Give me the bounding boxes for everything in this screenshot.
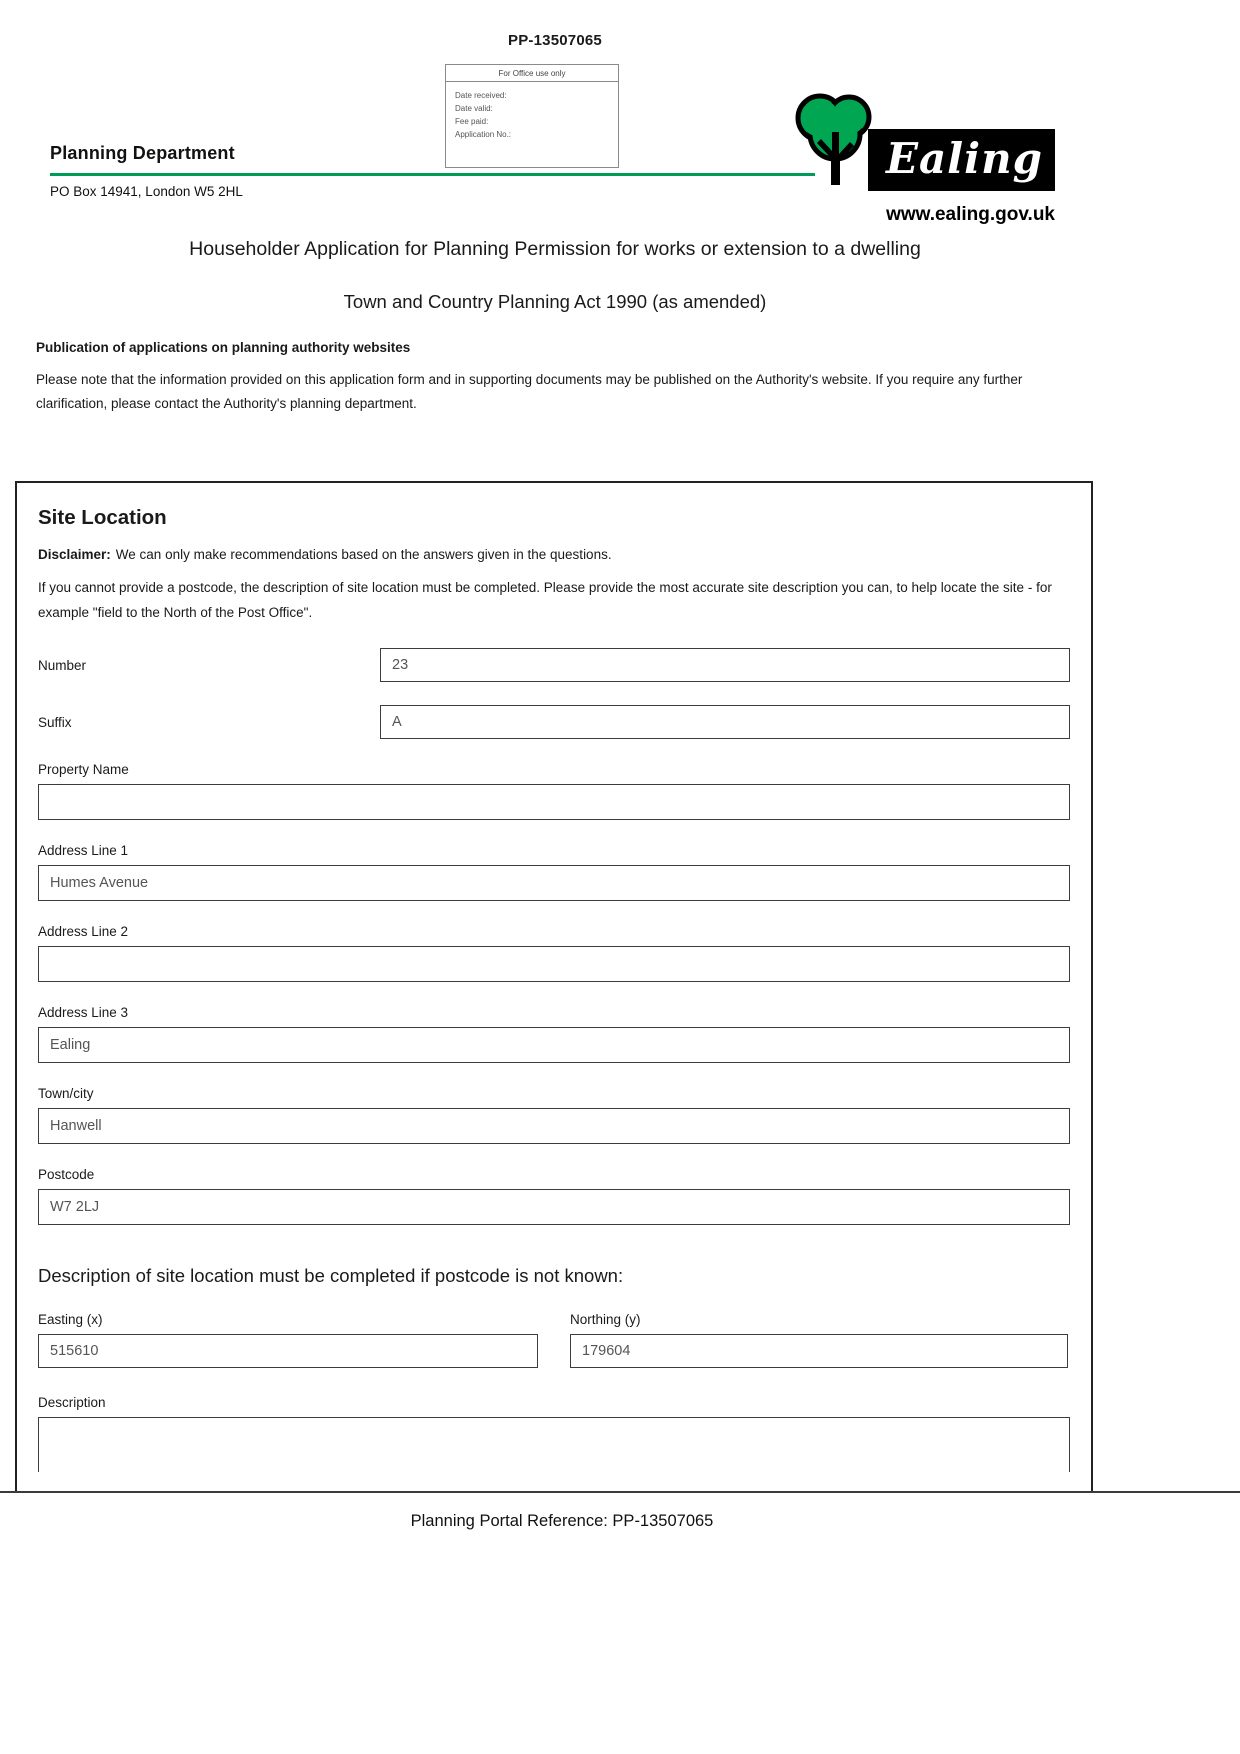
- description-field: [38, 1395, 1070, 1472]
- site-location-section: [15, 481, 1093, 1491]
- office-use-fields: [446, 82, 618, 141]
- disclaimer-line: [38, 546, 1070, 563]
- green-divider: [50, 173, 815, 176]
- publication-note: Please note that the information provided on this application form and in supporting documents may be published on the Authority's website. If you require any further clarification, please contact the Authority's planning department.: [36, 372, 1023, 411]
- department-header: [50, 143, 815, 199]
- easting-input[interactable]: [38, 1334, 538, 1368]
- address-line-1-input[interactable]: [38, 865, 1070, 901]
- address-line-2-input[interactable]: [38, 946, 1070, 982]
- department-address: PO Box 14941, London W5 2HL: [50, 184, 243, 199]
- site-location-intro: If you cannot provide a postcode, the description of site location must be completed. Please provide the most accurate site description you can, to help locate the site - for example "field to the North of the Post Office".: [38, 580, 1052, 620]
- postcode-field: [38, 1167, 1070, 1225]
- site-location-heading: Site Location: [38, 506, 167, 529]
- property-name-label: Property Name: [38, 762, 129, 777]
- northing-input[interactable]: [570, 1334, 1068, 1368]
- easting-field: [38, 1312, 538, 1368]
- town-city-field: [38, 1086, 1070, 1144]
- address-line-3-input[interactable]: [38, 1027, 1070, 1063]
- easting-label: Easting (x): [38, 1312, 103, 1327]
- address-line-2-label: Address Line 2: [38, 924, 129, 939]
- office-field-fee-paid: Fee paid:: [455, 117, 489, 126]
- property-name-field: [38, 762, 1070, 820]
- town-city-label: Town/city: [38, 1086, 94, 1101]
- page-reference: PP-13507065: [508, 32, 602, 49]
- ealing-logo: [786, 84, 1055, 191]
- property-name-input[interactable]: [38, 784, 1070, 820]
- ealing-wordmark: Ealing: [868, 129, 1055, 191]
- description-textarea[interactable]: [38, 1417, 1070, 1472]
- footer-divider: [0, 1491, 1240, 1493]
- ealing-logo-block: [786, 84, 1055, 226]
- address-line-2-field: [38, 924, 1070, 982]
- number-label: Number: [38, 657, 87, 673]
- address-line-3-label: Address Line 3: [38, 1005, 129, 1020]
- northing-field: [570, 1312, 1068, 1368]
- address-line-1-label: Address Line 1: [38, 843, 129, 858]
- department-title: Planning Department: [50, 143, 235, 163]
- coordinates-row: [38, 1312, 1070, 1368]
- description-label: Description: [38, 1395, 106, 1410]
- suffix-row: [38, 705, 1070, 739]
- office-field-date-received: Date received:: [455, 91, 507, 100]
- description-required-heading: Description of site location must be completed if postcode is not known:: [38, 1265, 624, 1286]
- number-row: [38, 648, 1070, 682]
- suffix-input[interactable]: [380, 705, 1070, 739]
- office-field-application-no: Application No.:: [455, 130, 512, 139]
- postcode-label: Postcode: [38, 1167, 95, 1182]
- publication-heading: Publication of applications on planning authority websites: [36, 340, 411, 355]
- number-input[interactable]: [380, 648, 1070, 682]
- form-intro: [0, 238, 1110, 416]
- address-line-3-field: [38, 1005, 1070, 1063]
- form-subtitle: Town and Country Planning Act 1990 (as amended): [343, 291, 767, 312]
- tree-icon: [786, 84, 884, 191]
- northing-label: Northing (y): [570, 1312, 641, 1327]
- disclaimer-label: Disclaimer:: [38, 547, 111, 562]
- disclaimer-text: We can only make recommendations based on the answers given in the questions.: [115, 547, 612, 562]
- address-line-1-field: [38, 843, 1070, 901]
- suffix-label: Suffix: [38, 714, 72, 730]
- website-url: www.ealing.gov.uk: [886, 204, 1055, 225]
- form-title: Householder Application for Planning Permission for works or extension to a dwelling: [189, 238, 921, 260]
- postcode-input[interactable]: [38, 1189, 1070, 1225]
- footer-reference: Planning Portal Reference: PP-13507065: [410, 1512, 714, 1530]
- town-city-input[interactable]: [38, 1108, 1070, 1144]
- office-field-date-valid: Date valid:: [455, 104, 493, 113]
- office-use-title: For Office use only: [446, 65, 618, 82]
